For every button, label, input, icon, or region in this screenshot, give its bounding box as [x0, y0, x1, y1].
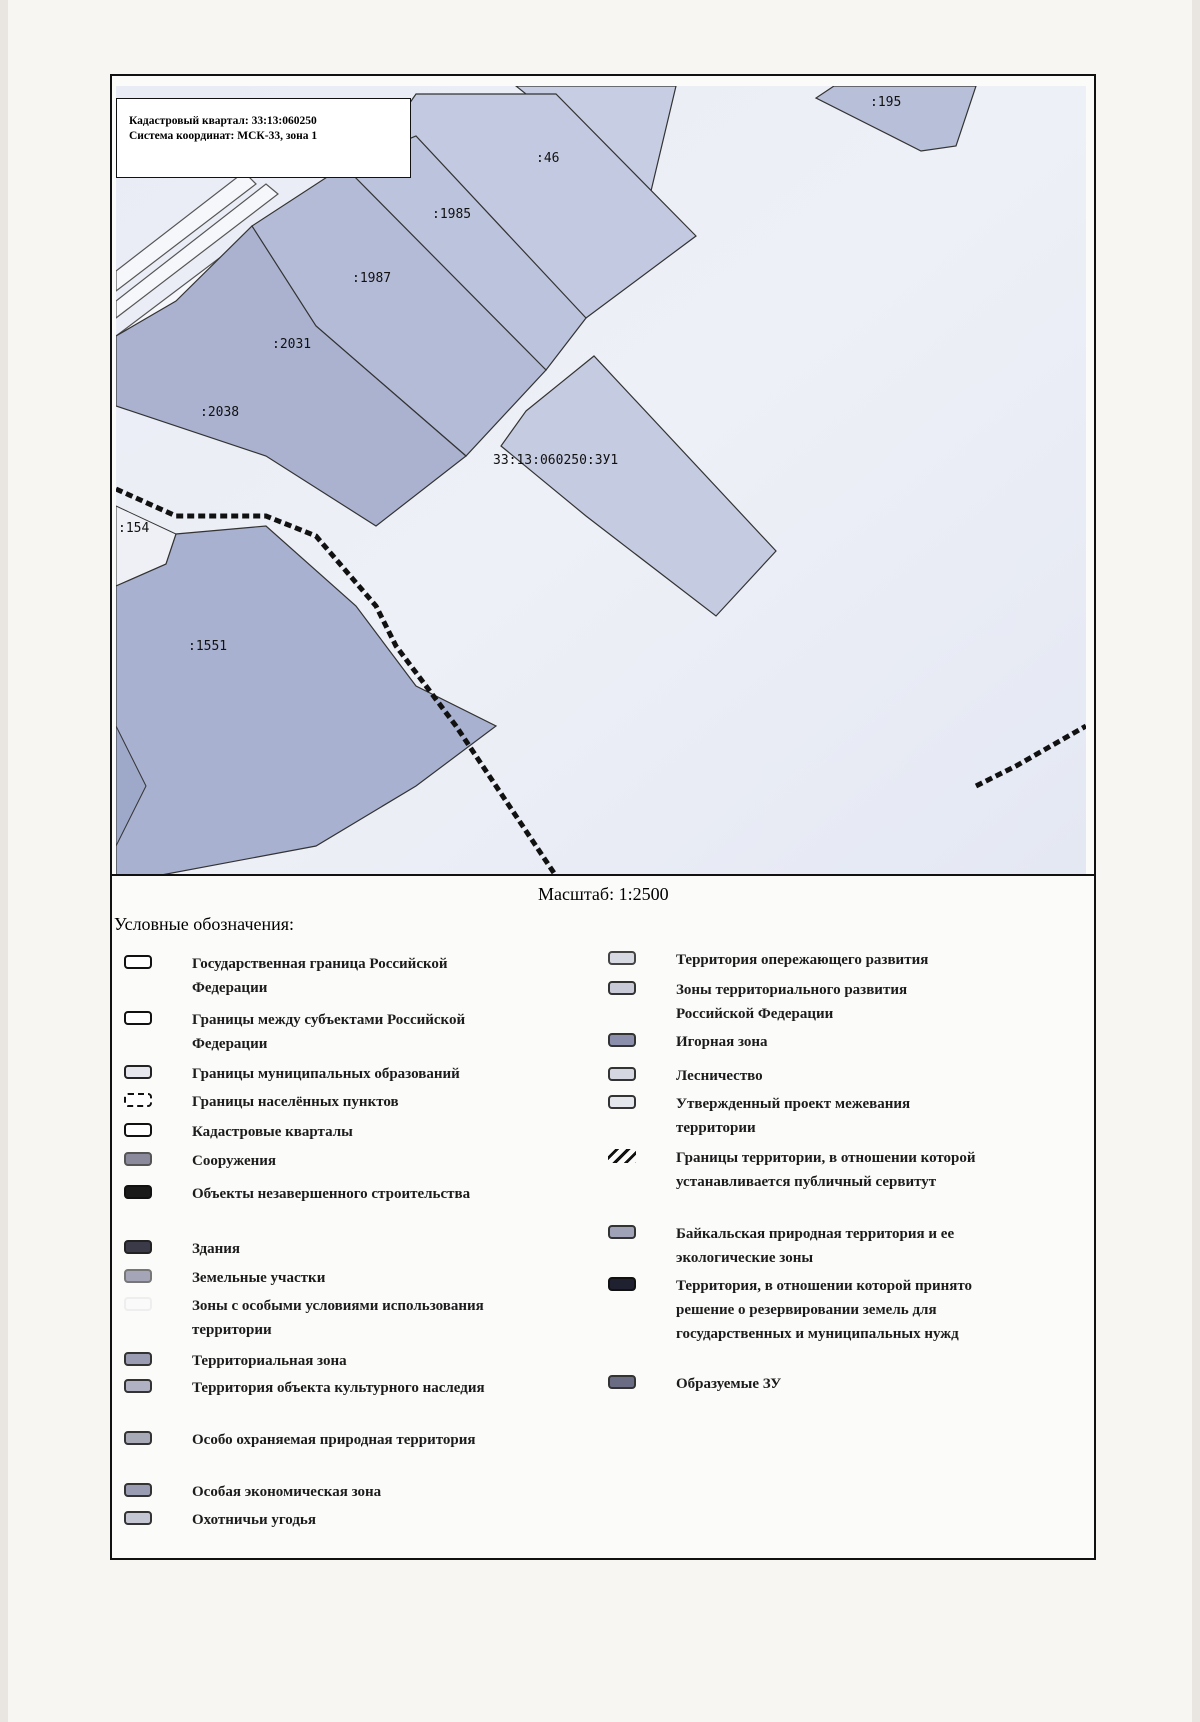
legend-item: Территориальная зона: [124, 1349, 492, 1373]
legend-item: Игорная зона: [608, 1030, 976, 1054]
legend-item: Зоны территориального развития Российской Федерации: [608, 978, 976, 1026]
legend-item: Образуемые ЗУ: [608, 1372, 976, 1396]
parcel-label-154: :154: [118, 521, 150, 536]
legend-swatch: [124, 1352, 152, 1366]
legend-swatch: [608, 1095, 636, 1109]
legend-swatch: [124, 1379, 152, 1393]
legend-title: Условные обозначения:: [114, 914, 295, 934]
legend-swatch: [608, 1375, 636, 1389]
legend-swatch: [124, 1483, 152, 1497]
legend-item: Лесничество: [608, 1064, 976, 1088]
hatch-swatch-icon: [608, 1149, 636, 1163]
map-scale: Масштаб: 1:2500: [538, 884, 669, 904]
legend-swatch: [124, 1065, 152, 1079]
legend-swatch: [608, 1033, 636, 1047]
parcel-label-46: :46: [536, 151, 560, 166]
divider: [110, 874, 1096, 876]
legend-swatch: [124, 1185, 152, 1199]
parcel-label-zu1: 33:13:060250:ЗУ1: [493, 453, 619, 468]
legend-swatch: [124, 1240, 152, 1254]
legend-item: Объекты незавершенного строительства: [124, 1182, 492, 1206]
parcel-label-195: :195: [870, 95, 902, 110]
legend-item: Особая экономическая зона: [124, 1480, 492, 1504]
legend-swatch: [608, 1067, 636, 1081]
legend-item: Границы между субъектами Российской Федерации: [124, 1008, 492, 1056]
coordinate-system: Система координат: МСК-33, зона 1: [129, 130, 318, 142]
legend-swatch: [124, 1123, 152, 1137]
parcel-label-2031: :2031: [272, 337, 312, 352]
cadastral-info-box: [116, 98, 411, 178]
legend-item: Сооружения: [124, 1149, 492, 1173]
legend-item: Территория опережающего развития: [608, 948, 976, 972]
legend-item: Государственная граница Российской Федерации: [124, 952, 492, 1000]
legend-swatch: [608, 981, 636, 995]
legend-swatch: [124, 1431, 152, 1445]
legend-swatch: [608, 1277, 636, 1291]
parcel-label-1551: :1551: [188, 639, 228, 654]
legend-item: Особо охраняемая природная территория: [124, 1428, 492, 1452]
legend-swatch: [124, 1511, 152, 1525]
legend-item: Байкальская природная территория и ее экологические зоны: [608, 1222, 976, 1270]
legend-item: Территория, в отношении которой принято решение о резервировании земель для государственных и муниципальных нужд: [608, 1274, 976, 1346]
legend-item: Границы территории, в отношении которой устанавливается публичный сервитут: [608, 1146, 976, 1194]
cadastral-quarter: Кадастровый квартал: 33:13:060250: [129, 115, 317, 127]
legend-item: Земельные участки: [124, 1266, 492, 1290]
legend-swatch: [124, 1011, 152, 1025]
legend-swatch: [124, 1297, 152, 1311]
legend-swatch: [608, 1225, 636, 1239]
legend-item: Охотничьи угодья: [124, 1508, 492, 1532]
parcel-label-1987: :1987: [352, 271, 392, 286]
parcel-label-1985: :1985: [432, 207, 472, 222]
cadastral-map[interactable]: [116, 86, 1086, 876]
legend-item: Границы населённых пунктов: [124, 1090, 492, 1114]
legend-swatch: [608, 951, 636, 965]
legend-item: Территория объекта культурного наследия: [124, 1376, 492, 1400]
legend-swatch: [124, 1269, 152, 1283]
legend-swatch: [124, 955, 152, 969]
legend-item: Кадастровые кварталы: [124, 1120, 492, 1144]
legend-item: Утвержденный проект межевания территории: [608, 1092, 976, 1140]
legend-item: Зоны с особыми условиями использования территории: [124, 1294, 492, 1342]
legend-item: Здания: [124, 1237, 492, 1261]
legend-swatch: [124, 1152, 152, 1166]
legend-item: Границы муниципальных образований: [124, 1062, 492, 1086]
parcel-label-2038: :2038: [200, 405, 240, 420]
legend-swatch: [124, 1093, 152, 1107]
